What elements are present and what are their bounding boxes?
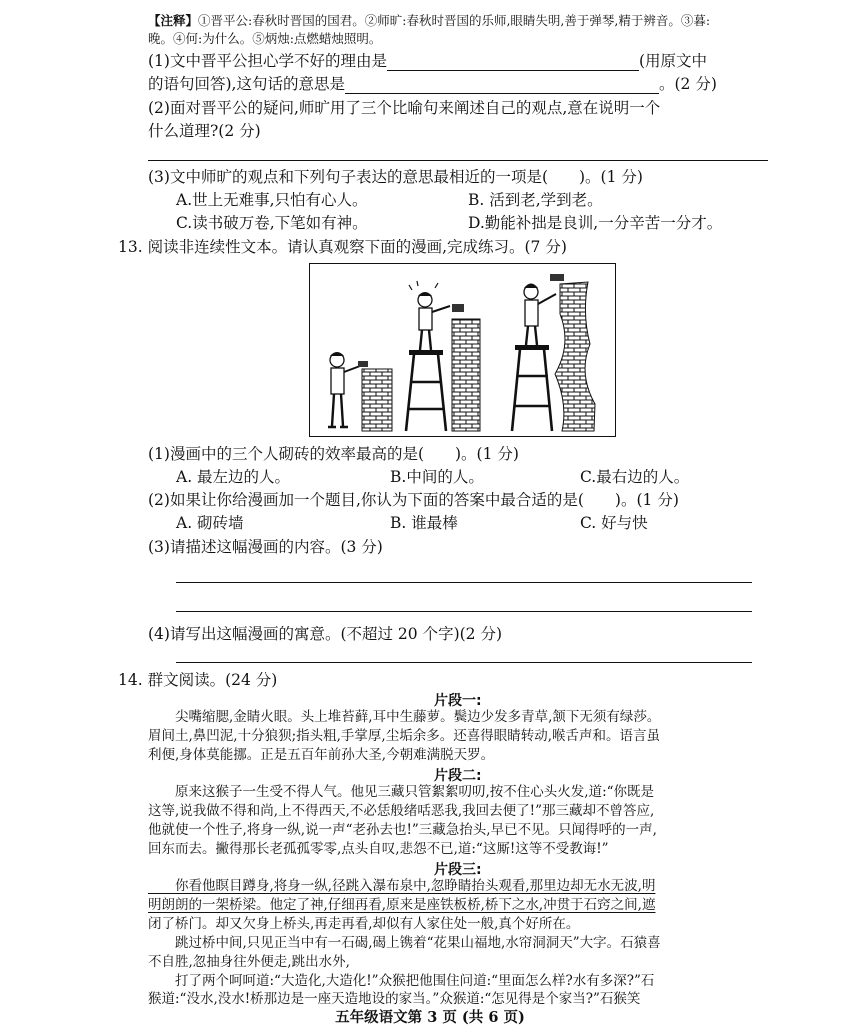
- q12-option-b: B. 活到老,学到老。: [468, 191, 603, 209]
- fragment-2-line: 他就使一个性子,将身一纵,说一声“老孙去也!”三藏急抬头,早已不见。只闻得呼的一声,: [148, 822, 657, 838]
- answer-blank[interactable]: [345, 77, 659, 94]
- answer-blank[interactable]: [387, 54, 639, 71]
- fragment-3-line: 不自胜,忽抽身往外便走,跳出水外,: [148, 954, 350, 970]
- fragment-3-line: 跳过桥中间,只见正当中有一石碣,碣上镌着“花果山福地,水帘洞洞天”大字。石猿喜: [148, 935, 661, 951]
- fragment-2-line: 原来这猴子一生受不得人气。他见三藏只管絮絮叨叨,按不住心头火发,道:“你既是: [148, 784, 655, 800]
- q12-option-c: C.读书破万卷,下笔如有神。: [176, 214, 368, 232]
- q13-sub2-option-b: B. 谁最棒: [390, 514, 458, 532]
- fragment-3-line: 明朗朗的一架桥梁。他定了神,仔细再看,原来是座铁板桥,桥下之水,冲贯于石窍之间,遮: [148, 897, 656, 913]
- answer-line[interactable]: [176, 582, 752, 583]
- q12-sub1-line2: 的语句回答),这句话的意思是 。(2 分): [148, 75, 717, 93]
- q13-sub2-option-a: A. 砌砖墙: [176, 514, 244, 532]
- left-worker: [328, 352, 392, 431]
- fragment-2-line: 这等,说我做不得和尚,上不得西天,不必恁般绪咶恶我,我回去便了!”那三藏却不曾答应,: [148, 803, 655, 819]
- q13-sub2-option-c: C. 好与快: [580, 514, 648, 532]
- fragment-1-line: 利便,身体莫能挪。正是五百年前孙大圣,今朝难满脱天罗。: [148, 747, 495, 763]
- page-footer: 五年级语文第 3 页 (共 6 页): [335, 1009, 525, 1026]
- annotation-line-1: 【注释】①晋平公:春秋时晋国的国君。②师旷:春秋时晋国的乐师,眼睛失明,善于弹琴,精于辨音。③暮:: [148, 13, 711, 28]
- q12-sub2-line2: 什么道理?(2 分): [148, 122, 261, 140]
- q12-sub2-line1: (2)面对晋平公的疑问,师旷用了三个比喻句来阐述自己的观点,意在说明一个: [148, 99, 661, 117]
- fragment-3-line: 打了两个呵呵道:“大造化,大造化!”众猴把他围住问道:“里面怎么样?水有多深?”石: [148, 973, 655, 989]
- q12-option-a: A.世上无难事,只怕有心人。: [176, 191, 368, 209]
- fragment-2-title: 片段二:: [434, 768, 482, 784]
- right-worker: [512, 274, 595, 431]
- fragment-3-line: 猴道:“没水,没水!桥那边是一座天造地设的家当。”众猴道:“怎见得是个家当?”石猴笑: [148, 991, 641, 1007]
- q13-title: 13. 阅读非连续性文本。请认真观察下面的漫画,完成练习。(7 分): [118, 238, 567, 256]
- q12-option-d: D.勤能补拙是良训,一分辛苦一分才。: [468, 214, 723, 232]
- q14-title: 14. 群文阅读。(24 分): [118, 671, 278, 689]
- q13-sub4: (4)请写出这幅漫画的寓意。(不超过 20 个字)(2 分): [148, 625, 503, 643]
- annotation-line-2: 晚。④何:为什么。⑤炳烛:点燃蜡烛照明。: [148, 31, 382, 46]
- q13-sub1-option-a: A. 最左边的人。: [176, 468, 291, 486]
- fragment-2-line: 回东而去。撇得那长老孤孤零零,点头自叹,悲怨不已,道:“这厮!这等不受教诲!”: [148, 841, 609, 857]
- underlined-phrase: 明朗朗的一架桥梁。: [148, 897, 270, 913]
- answer-line[interactable]: [176, 611, 752, 612]
- q13-sub1-option-b: B.中间的人。: [390, 468, 484, 486]
- middle-worker: [406, 281, 480, 431]
- annotation-tag: 【注释】: [148, 13, 199, 28]
- fragment-3-title: 片段三:: [434, 862, 482, 878]
- q13-sub2: (2)如果让你给漫画加一个题目,你认为下面的答案中最合适的是( )。(1 分): [148, 491, 679, 509]
- comic-drawing: [310, 264, 615, 436]
- fragment-3-line: 闭了桥门。却又欠身上桥头,再走再看,却似有人家住处一般,真个好所在。: [148, 916, 580, 932]
- q13-sub1-option-c: C.最右边的人。: [580, 468, 690, 486]
- q12-sub1-line1: (1)文中晋平公担心学不好的理由是 (用原文中: [148, 52, 708, 70]
- q13-sub1: (1)漫画中的三个人砌砖的效率最高的是( )。(1 分): [148, 445, 519, 463]
- answer-line[interactable]: [148, 160, 768, 161]
- q12-sub3: (3)文中师旷的观点和下列句子表达的意思最相近的一项是( )。(1 分): [148, 168, 643, 186]
- comic-illustration: [309, 263, 616, 437]
- fragment-3-underlined-line: 你看他瞑目蹲身,将身一纵,径跳入瀑布泉中,忽睁睛抬头观看,那里边却无水无波,明: [148, 878, 656, 894]
- q13-sub3: (3)请描述这幅漫画的内容。(3 分): [148, 538, 383, 556]
- fragment-1-title: 片段一:: [434, 693, 482, 709]
- fragment-1-line: 眉间土,鼻凹泥,十分狼狈;指头粗,手掌厚,尘垢余多。还喜得眼睛转动,喉舌声和。语言虽: [148, 728, 661, 744]
- answer-line[interactable]: [176, 662, 752, 663]
- fragment-1-line: 尖嘴缩腮,金睛火眼。头上堆苔藓,耳中生藤萝。鬓边少发多青草,颔下无须有绿莎。: [148, 709, 661, 725]
